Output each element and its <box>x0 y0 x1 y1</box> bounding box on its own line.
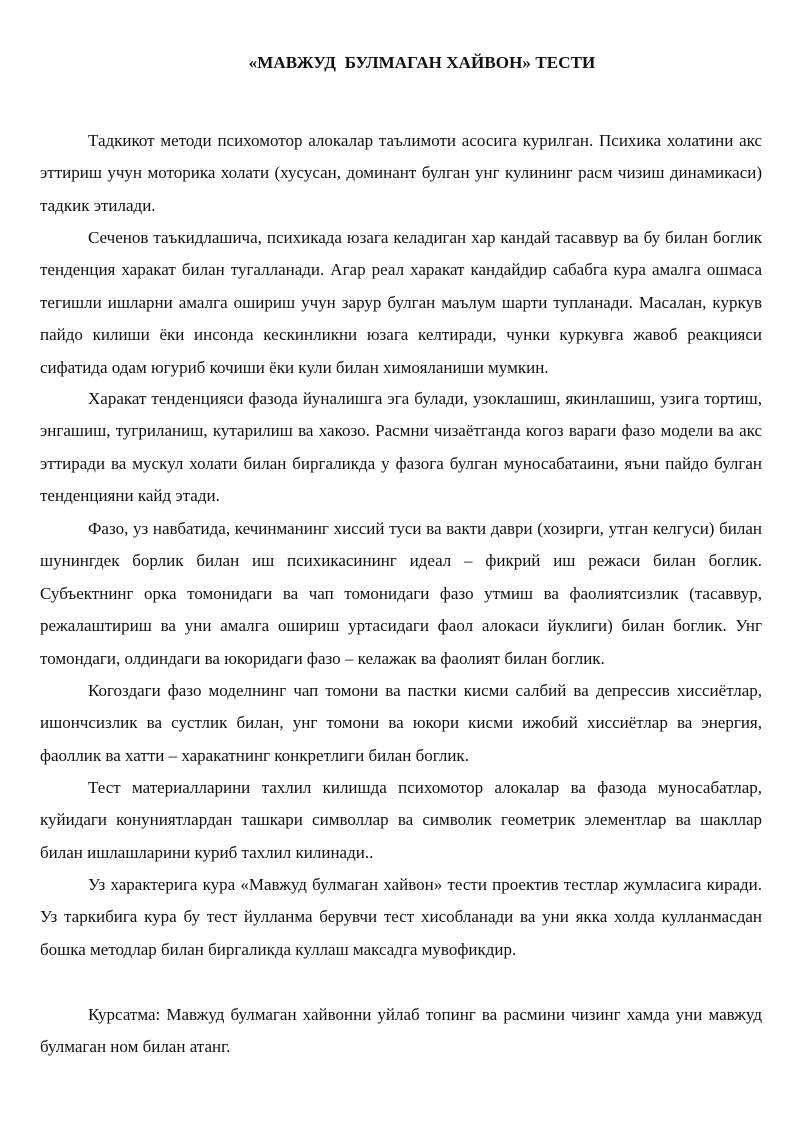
paragraph-projective-test: Уз характерига кура «Мавжуд булмаган хайвон» тести проектив тестлар жумласига киради. Уз таркибига кура бу тест йулланма берувчи тест хисобланади ва уни якка холда кулланмасдан бошка методлар билан биргаликда куллаш максадга мувофикдир. <box>40 875 762 959</box>
paragraph-instruction: Курсатма: Мавжуд булмаган хайвонни уйлаб топинг ва расмини чизинг хамда уни мавжуд булмаган ном билан атанг. <box>40 1005 762 1057</box>
document-title: «МАВЖУД БУЛМАГАН ХАЙВОН» ТЕСТИ <box>248 53 596 72</box>
paragraph-method: Тадкикот методи психомотор алокалар таълимоти асосига курилган. Психика холатини акс эттириш учун моторика холати (хусусан, доминант булган унг кулининг расм чизиш динамикаси) тадкик этилади. <box>40 131 762 215</box>
paragraph-space: Фазо, уз навбатида, кечинманинг хиссий туси ва вакти даври (хозирги, утган келгуси) билан шунингдек борлик билан иш психикасининг идеал – фикрий иш режаси билан боглик. Субъектнинг орка томонидаги ва чап томонидаги фазо утмиш ва фаолиятсизлик (тасаввур, режалаштириш ва уни амалга ошириш уртасидаги фаол алокаси йуклиги) билан боглик. Унг томондаги, олдиндаги ва юкоридаги фазо – келажак ва фаолият билан боглик. <box>40 519 762 668</box>
paragraph-sechenov: Сеченов таъкидлашича, психикада юзага келадиган хар кандай тасаввур ва бу билан боглик тенденция харакат билан тугалланади. Агар реал харакат кандайдир сабабга кура амалга ошмаса тегишли ишларни амалга ошириш учун зарур булган маълум шарти тупланади. Масалан, куркув пайдо килиши ёки инсонда кескинликни юзага келтиради, чунки куркувга жавоб реакцияси сифатида одам югуриб кочиши ёки кули билан химояланиши мумкин. <box>40 228 762 377</box>
paragraph-movement-tendency: Харакат тенденцияси фазода йуналишга эга булади, узоклашиш, якинлашиш, узига тортиш, энгашиш, тугриланиш, кутарилиш ва хакозо. Расмни чизаётганда когоз вараги фазо модели ва акс эттиради ва мускул холати билан биргаликда у фазога булган муносабатаини, яъни пайдо булган тенденцияни кайд этади. <box>40 389 762 506</box>
paragraph-analysis: Тест материалларини тахлил килишда психомотор алокалар ва фазода муносабатлар, куйидаги конуниятлардан ташкари символлар ва символик геометрик элементлар ва шакллар билан ишлашларини куриб тахлил килинади.. <box>40 778 762 862</box>
paragraph-paper-space-model: Когоздаги фазо моделнинг чап томони ва пастки кисми салбий ва депрессив хиссиётлар, ишончсизлик ва сустлик билан, унг томони ва юкори кисми ижобий хиссиётлар ва энергия, фаоллик ва хатти – харакатнинг конкретлиги билан боглик. <box>40 681 762 765</box>
